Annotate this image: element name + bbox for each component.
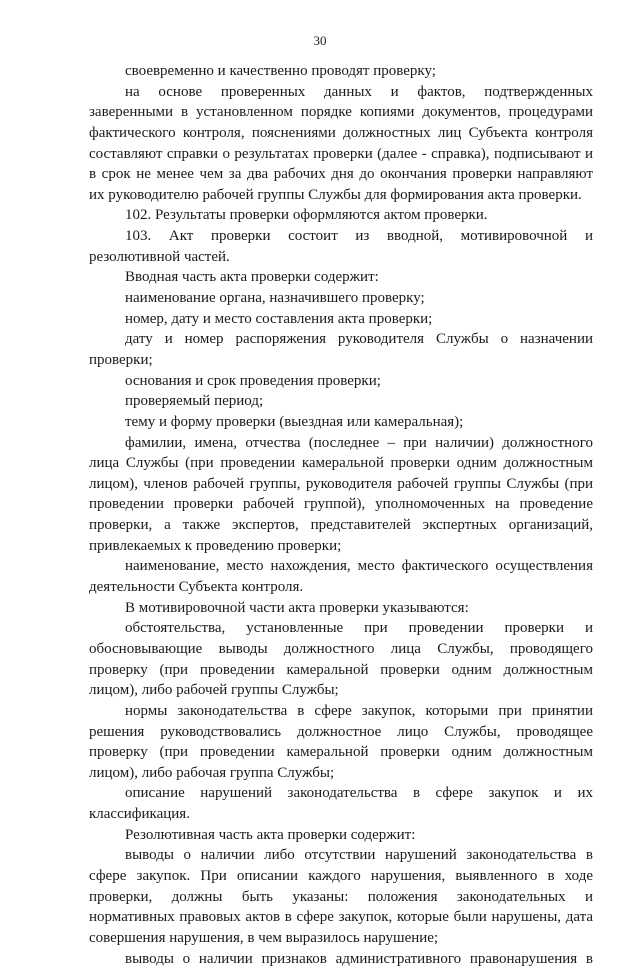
text-line: номер, дату и место составления акта проверки; [125,310,433,327]
text-line: 103. Акт проверки состоит из вводной, мотивировочной и [125,228,593,245]
text-line: составляют справки о результатах проверки (далее - справка), подписывают и [89,145,593,162]
text-line: своевременно и качественно проводят проверку; [125,63,436,79]
text-line: лицом), либо рабочей группы Службы; [89,682,339,699]
text-line: сфере закупок. При описании каждого нарушения, выявленного в ходе [89,867,593,884]
text-line: привлекаемых к проведению проверки; [89,537,342,554]
text-line: основания и срок проведения проверки; [125,372,381,389]
text-line: нормы законодательства в сфере закупок, которыми при принятии [125,702,593,719]
page-number: 30 [313,33,327,48]
text-line: Вводная часть акта проверки содержит: [125,269,379,286]
text-line: проверяемый период; [125,393,264,410]
text-line: фактического контроля, пояснениями должностных лиц Субъекта контроля [89,124,593,141]
text-line: дату и номер распоряжения руководителя Службы о назначении [125,331,593,348]
text-line: совершения нарушения, в чем выразилось нарушение; [89,929,439,946]
text-line: лицом), либо рабочая группа Службы; [89,764,335,781]
text-line: 102. Результаты проверки оформляются актом проверки. [125,207,488,224]
text-line: заверенными в установленном порядке копиями документов, процедурами [89,104,593,121]
text-line: проверку (при проведении камеральной проверки одним должностным [89,661,593,678]
text-line: выводы о наличии либо отсутствии нарушений законодательства в [125,847,593,864]
text-line: наименование органа, назначившего проверку; [125,290,425,307]
text-line: Резолютивная часть акта проверки содержит: [125,826,416,843]
text-line: в срок не менее чем за два рабочих дня до окончания проверки направляют [89,166,593,183]
document-body [89,61,593,969]
text-line: фамилии, имена, отчества (последнее – при наличии) должностного [125,434,593,451]
text-line: деятельности Субъекта контроля. [89,579,304,596]
text-line: проведении проверки рабочей группой), уполномоченных на проведение [89,496,593,513]
text-line: наименование, место нахождения, место фактического осуществления [125,558,593,575]
text-line: В мотивировочной части акта проверки указываются: [125,599,469,616]
text-line: тему и форму проверки (выездная или камеральная); [125,413,464,430]
text-line: проверки, должны быть указаны: положения законодательных и [89,888,593,905]
text-line: проверку (при проведении камеральной проверки одним должностным [89,744,593,761]
text-line: обосновывающие выводы должностного лица Службы, проводящего [89,640,593,657]
text-line: обстоятельства, установленные при проведении проверки и [125,620,593,637]
text-line: их руководителю рабочей группы Службы для формирования акта проверки. [89,186,582,203]
text-line: проверки, а также экспертов, представителей экспертных организаций, [89,517,593,534]
text-line: описание нарушений законодательства в сфере закупок и их [125,785,593,802]
text-line: проверки; [89,351,153,368]
text-line: классификация. [89,806,190,823]
text-line: выводы о наличии признаков административного правонарушения в [125,950,593,967]
text-line: на основе проверенных данных и фактов, подтвержденных [125,83,593,100]
text-line: лицом), членов рабочей группы, руководителя рабочей группы Службы (при [89,475,593,492]
text-line: нормативных правовых актов в сфере закупок, которые были нарушены, дата [89,909,593,926]
text-line: лица Службы (при проведении камеральной проверки одним должностным [89,455,593,472]
text-line: резолютивной частей. [89,248,230,265]
text-line: решения руководствовались должностное лицо Службы, проводящее [89,723,593,740]
